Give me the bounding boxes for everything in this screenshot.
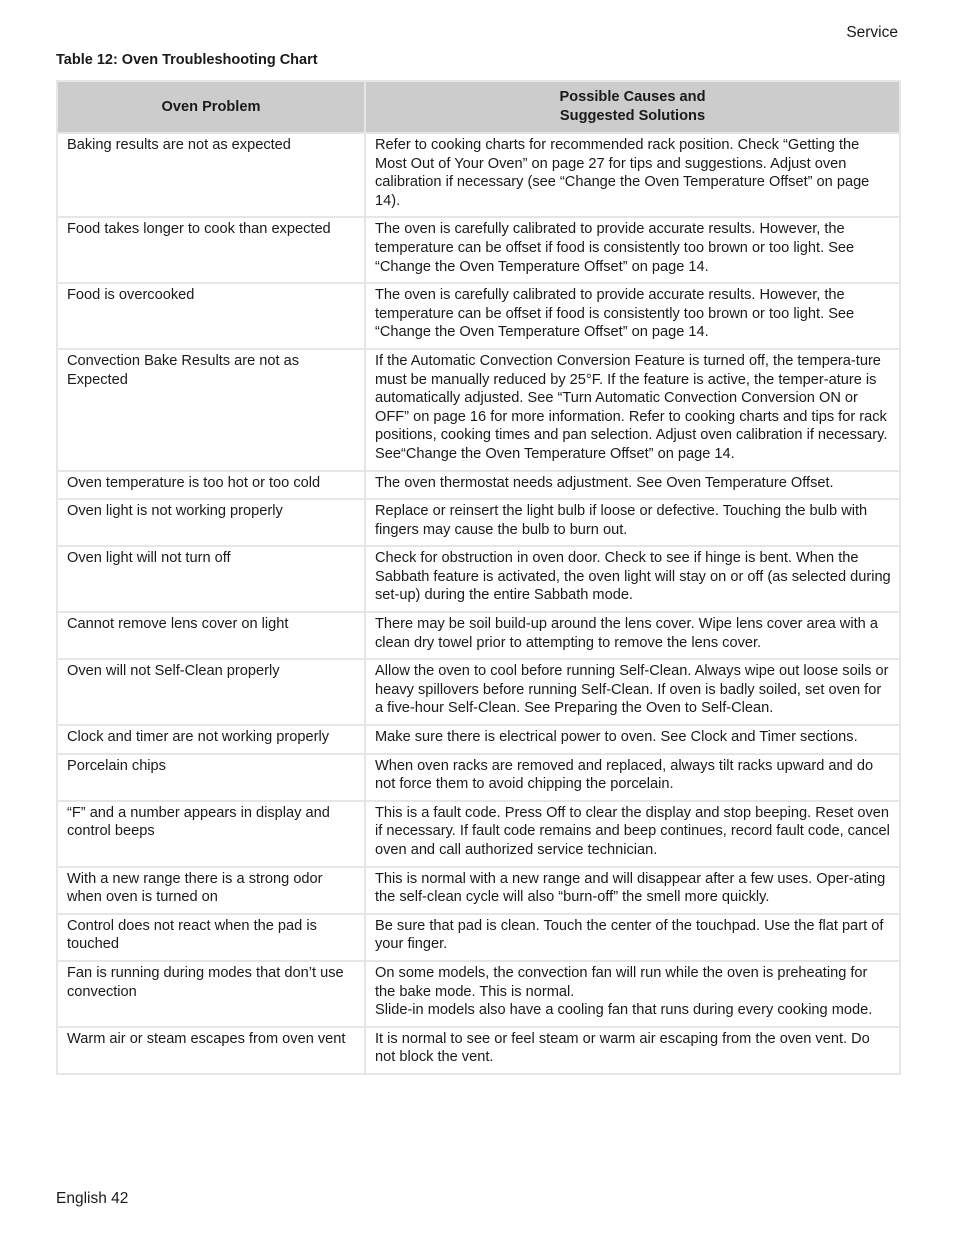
oven-problem-cell: Baking results are not as expected — [57, 133, 365, 217]
column-header-problem: Oven Problem — [57, 81, 365, 133]
solution-cell: Allow the oven to cool before running Self-Clean. Always wipe out loose soils or heavy spillovers before running Self-Clean. If oven is badly soiled, set oven for a five-hour Self-Clean. See Preparing the Oven to Self-Clean. — [365, 659, 900, 725]
table-row — [57, 283, 900, 349]
solution-cell: This is a fault code. Press Off to clear the display and stop beeping. Reset oven if necessary. If fault code remains and beep continues, record fault code, cancel oven and call authorized service technician. — [365, 801, 900, 867]
oven-problem-cell: Cannot remove lens cover on light — [57, 612, 365, 659]
table-row — [57, 612, 900, 659]
solution-cell: If the Automatic Convection Conversion Feature is turned off, the tempera-ture must be manually reduced by 25°F. If the feature is active, the temper-ature is automatically adjusted. See “Turn Automatic Convection Conversion ON or OFF” on page 16 for more information. Refer to cooking charts and tips for rack positions, cooking times and pan selection. Adjust oven calibration if necessary. See“Change the Oven Temperature Offset” on page 14. — [365, 349, 900, 471]
oven-problem-cell: Fan is running during modes that don’t use convection — [57, 961, 365, 1027]
oven-problem-cell: Clock and timer are not working properly — [57, 725, 365, 754]
table-row — [57, 867, 900, 914]
table-row — [57, 659, 900, 725]
solution-cell: Refer to cooking charts for recommended rack position. Check “Getting the Most Out of Your Oven” on page 27 for tips and suggestions. Adjust oven calibration if necessary (see “Change the Oven Temperature Offset” on page 14). — [365, 133, 900, 217]
oven-problem-cell: Oven temperature is too hot or too cold — [57, 471, 365, 500]
oven-problem-cell: Control does not react when the pad is touched — [57, 914, 365, 961]
troubleshooting-table-container — [56, 80, 899, 1075]
table-row — [57, 1027, 900, 1074]
table-row — [57, 499, 900, 546]
oven-problem-cell: Oven light will not turn off — [57, 546, 365, 612]
table-row — [57, 725, 900, 754]
column-header-solutions: Possible Causes and Suggested Solutions — [365, 81, 900, 133]
solution-cell: The oven thermostat needs adjustment. See Oven Temperature Offset. — [365, 471, 900, 500]
solution-cell: The oven is carefully calibrated to provide accurate results. However, the temperature can be offset if food is consistently too brown or too light. See “Change the Oven Temperature Offset” on page 14. — [365, 217, 900, 283]
oven-problem-cell: Warm air or steam escapes from oven vent — [57, 1027, 365, 1074]
troubleshooting-table — [56, 80, 901, 1075]
table-row — [57, 471, 900, 500]
oven-problem-cell: Oven light is not working properly — [57, 499, 365, 546]
solution-cell: There may be soil build-up around the lens cover. Wipe lens cover area with a clean dry towel prior to attempting to remove the lens cover. — [365, 612, 900, 659]
oven-problem-cell: Porcelain chips — [57, 754, 365, 801]
table-row — [57, 754, 900, 801]
table-row — [57, 133, 900, 217]
table-header-row — [57, 81, 900, 133]
table-row — [57, 349, 900, 471]
solution-cell: When oven racks are removed and replaced, always tilt racks upward and do not force them to avoid chipping the porcelain. — [365, 754, 900, 801]
table-row — [57, 546, 900, 612]
oven-problem-cell: “F” and a number appears in display and control beeps — [57, 801, 365, 867]
oven-problem-cell: Food takes longer to cook than expected — [57, 217, 365, 283]
oven-problem-cell: Convection Bake Results are not as Expected — [57, 349, 365, 471]
section-header: Service — [846, 24, 898, 41]
oven-problem-cell: Food is overcooked — [57, 283, 365, 349]
table-row — [57, 801, 900, 867]
solution-cell: Replace or reinsert the light bulb if loose or defective. Touching the bulb with fingers may cause the bulb to burn out. — [365, 499, 900, 546]
table-row — [57, 217, 900, 283]
oven-problem-cell: Oven will not Self-Clean properly — [57, 659, 365, 725]
solution-cell: Be sure that pad is clean. Touch the center of the touchpad. Use the flat part of your finger. — [365, 914, 900, 961]
solution-cell: This is normal with a new range and will disappear after a few uses. Oper-ating the self-clean cycle will also “burn-off” the smell more quickly. — [365, 867, 900, 914]
page-footer: English 42 — [56, 1190, 129, 1207]
table-title: Table 12: Oven Troubleshooting Chart — [56, 52, 318, 68]
solution-cell: Make sure there is electrical power to oven. See Clock and Timer sections. — [365, 725, 900, 754]
solution-cell: The oven is carefully calibrated to provide accurate results. However, the temperature can be offset if food is consistently too brown or too light. See “Change the Oven Temperature Offset” on page 14. — [365, 283, 900, 349]
solution-cell: On some models, the convection fan will run while the oven is preheating for the bake mode. This is normal. Slide-in models also have a cooling fan that runs during every cooking mode. — [365, 961, 900, 1027]
solution-cell: Check for obstruction in oven door. Check to see if hinge is bent. When the Sabbath feature is activated, the oven light will stay on or off (as selected during set-up) during the entire Sabbath mode. — [365, 546, 900, 612]
table-row — [57, 914, 900, 961]
solution-cell: It is normal to see or feel steam or warm air escaping from the oven vent. Do not block the vent. — [365, 1027, 900, 1074]
table-row — [57, 961, 900, 1027]
oven-problem-cell: With a new range there is a strong odor when oven is turned on — [57, 867, 365, 914]
